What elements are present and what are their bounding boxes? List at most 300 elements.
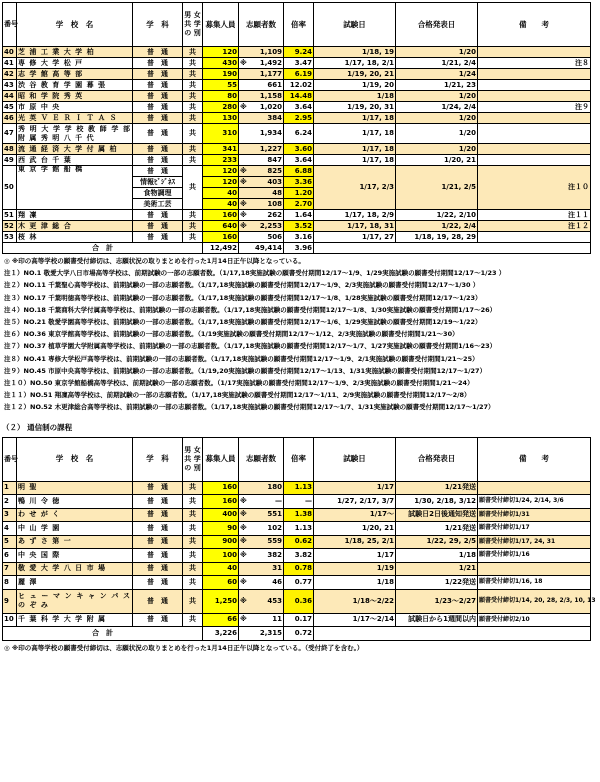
coed-type: 共 (183, 102, 203, 113)
applicants: 1,177 (250, 69, 284, 80)
department: 普 通 (133, 80, 183, 91)
header2-exam-date: 試験日 (314, 437, 396, 481)
remarks: 注９ (478, 102, 591, 113)
note-item: 注３）NO.17 千葉明徳高等学校は、前期試験の一部の志願者数。（1/17,18実施試験の願書受付期間12/17～1/8、1/28実施試験の願書受付期間12/17～1/23） (4, 293, 482, 302)
school-name: 光 英 Ｖ Ｅ Ｒ Ｉ Ｔ Ａ Ｓ (17, 113, 133, 124)
ratio: 0.77 (284, 576, 314, 590)
ratio: 3.60 (284, 144, 314, 155)
announce-date: 1/21発送 (396, 522, 478, 536)
section-title-correspondence: （２） 通信制の課程 (2, 422, 73, 432)
coed-type: 共 (183, 91, 203, 102)
total-capacity: 12,492 (203, 243, 239, 254)
admissions-table-correspondence (2, 437, 596, 641)
ratio: 9.24 (284, 47, 314, 58)
applicants: 551 (250, 508, 284, 522)
department: 普 通 (133, 210, 183, 221)
capacity: 40 (203, 188, 239, 199)
capacity: 120 (203, 47, 239, 58)
capacity: 160 (203, 495, 239, 509)
school-name: 中 央 国 際 (17, 549, 133, 563)
capacity: 160 (203, 232, 239, 243)
announce-date: 1/20 (396, 91, 478, 102)
row-number: 47 (3, 124, 17, 144)
ratio: 3.64 (284, 102, 314, 113)
ratio: 0.78 (284, 562, 314, 576)
deadline-mark: ※ (239, 210, 250, 221)
row-number: 9 (3, 589, 17, 613)
announce-date: 1/20 (396, 144, 478, 155)
department: 普 通 (133, 562, 183, 576)
department: 普 通 (133, 508, 183, 522)
exam-date: 1/18 (314, 576, 396, 590)
ratio: 0.62 (284, 535, 314, 549)
school-name: 桜 林 (17, 232, 133, 243)
ratio: 2.70 (284, 199, 314, 210)
table-row (3, 69, 591, 80)
exam-date: 1/17, 27 (314, 232, 396, 243)
remarks: 願書受付締切1/16, 18 (478, 576, 591, 590)
exam-date: 1/19, 20, 21 (314, 69, 396, 80)
applicants: 11 (250, 613, 284, 627)
exam-date: 1/17～2/14 (314, 613, 396, 627)
notes-list (4, 255, 600, 414)
row-number: 45 (3, 102, 17, 113)
row-number: 49 (3, 155, 17, 166)
table-row (3, 232, 591, 243)
announce-date: 1/21, 2/5 (396, 166, 478, 210)
capacity: 280 (203, 102, 239, 113)
remarks (478, 80, 591, 91)
school-name: 木 更 津 総 合 (17, 221, 133, 232)
deadline-mark (239, 155, 250, 166)
deadline-mark: ※ (239, 549, 250, 563)
coed-type: 共 (183, 124, 203, 144)
row-number: 6 (3, 549, 17, 563)
table-row (3, 210, 591, 221)
department: 普 通 (133, 495, 183, 509)
ratio: 1.64 (284, 210, 314, 221)
row-number: 43 (3, 80, 17, 91)
applicants: 1,020 (250, 102, 284, 113)
note-item: 注１２）NO.52 木更津総合高等学校は、前期試験の一部の志願者数。（1/17,18実施試験の願書受付期間12/17～1/7、1/31実施試験の願書受付期間12/17～1/27） (4, 403, 495, 412)
coed-type: 共 (183, 80, 203, 91)
applicants: 262 (250, 210, 284, 221)
header2-announce-date: 合格発表日 (396, 437, 478, 481)
coed-type: 共 (183, 58, 203, 69)
table-row (3, 481, 591, 495)
exam-date: 1/17, 18 (314, 124, 396, 144)
header2-school: 学 校 名 (17, 437, 133, 481)
remarks (478, 69, 591, 80)
table-row (3, 562, 591, 576)
school-name: 中 山 学 園 (17, 522, 133, 536)
remarks (478, 562, 591, 576)
deadline-mark: ※ (239, 58, 250, 69)
applicants: 506 (250, 232, 284, 243)
deadline-mark: ※ (239, 522, 250, 536)
capacity: 310 (203, 124, 239, 144)
exam-date: 1/17, 18 (314, 155, 396, 166)
ratio: 1.38 (284, 508, 314, 522)
note-item: 注１）NO.1 敬愛大学八日市場高等学校は、前期試験の一部の志願者数。（1/17,18実施試験の願書受付期間12/17～1/9、1/29実施試験の願書受付期間12/17～1/23 ） (4, 269, 506, 278)
total-applicants: 2,315 (239, 627, 284, 641)
header-coed-mid: 共 学 (184, 20, 201, 28)
coed-type: 共 (183, 549, 203, 563)
ratio: 6.19 (284, 69, 314, 80)
table-row (3, 102, 591, 113)
row-number: 7 (3, 562, 17, 576)
exam-date: 1/18 (314, 91, 396, 102)
ratio: 1.13 (284, 481, 314, 495)
applicants: 825 (250, 166, 284, 177)
deadline-mark: ※ (239, 495, 250, 509)
exam-date: 1/17～ (314, 508, 396, 522)
applicants: 108 (250, 199, 284, 210)
table-row (3, 589, 591, 613)
row-number: 4 (3, 522, 17, 536)
exam-date: 1/17, 18, 2/9 (314, 210, 396, 221)
applicants: 48 (250, 188, 284, 199)
header-dept: 学 科 (133, 3, 183, 47)
applicants: 453 (250, 589, 284, 613)
row-number: 48 (3, 144, 17, 155)
applicants: 403 (250, 177, 284, 188)
remarks (478, 155, 591, 166)
applicants: 1,227 (250, 144, 284, 155)
row-number: 3 (3, 508, 17, 522)
capacity: 900 (203, 535, 239, 549)
school-name: 秀 明 大 学 学 校 教 師 学 部 附 属 秀 明 八 千 代 (18, 124, 131, 142)
coed-type: 共 (183, 576, 203, 590)
department: 普 通 (133, 91, 183, 102)
deadline-mark: ※ (239, 613, 250, 627)
ratio: 14.48 (284, 91, 314, 102)
ratio: 6.24 (284, 124, 314, 144)
department: 普 通 (133, 535, 183, 549)
coed-type: 共 (183, 562, 203, 576)
school-name: 敬 愛 大 学 八 日 市 場 (17, 562, 133, 576)
row-number: 1 (3, 481, 17, 495)
ratio: 2.95 (284, 113, 314, 124)
exam-date: 1/27, 2/17, 3/7 (314, 495, 396, 509)
table-row (3, 124, 591, 144)
capacity: 400 (203, 508, 239, 522)
department: 食物調理 (133, 188, 183, 199)
header2-coed (183, 437, 203, 481)
row-number: 51 (3, 210, 17, 221)
announce-date: 1/24 (396, 69, 478, 80)
total-applicants: 49,414 (239, 243, 284, 254)
ratio: 3.82 (284, 549, 314, 563)
applicants: 102 (250, 522, 284, 536)
table-row (3, 113, 591, 124)
note-item: 注８）NO.41 専修大学松戸高等学校は、前期試験の一部の志願者数。（1/17,18実施試験の願書受付期間12/17～1/9、2/1実施試験の願書受付期間1/21～25） (4, 354, 479, 363)
row-number: 8 (3, 576, 17, 590)
applicants: 382 (250, 549, 284, 563)
department: 普 通 (133, 522, 183, 536)
admissions-table-fulltime (2, 2, 591, 254)
total-ratio: 0.72 (284, 627, 314, 641)
applicants: 31 (250, 562, 284, 576)
announce-date: 1/20 (396, 47, 478, 58)
exam-date: 1/19, 20, 31 (314, 102, 396, 113)
capacity: 430 (203, 58, 239, 69)
school-name: 昭 和 学 院 秀 英 (17, 91, 133, 102)
department: 普 通 (133, 144, 183, 155)
remarks: 願書受付締切1/17, 24, 31 (478, 535, 591, 549)
header-exam-date: 試験日 (314, 3, 396, 47)
coed-type: 共 (183, 210, 203, 221)
school-name: 千 葉 科 学 大 学 附 属 (17, 613, 133, 627)
announce-date: 1/23～2/27 (396, 589, 478, 613)
header-school: 学 校 名 (17, 3, 133, 47)
header2-dept: 学 科 (133, 437, 183, 481)
coed-type: 共 (183, 535, 203, 549)
remarks (478, 232, 591, 243)
school-name: 翔 凜 (17, 210, 133, 221)
department: 普 通 (133, 613, 183, 627)
exam-date: 1/18, 25, 2/1 (314, 535, 396, 549)
remarks: 注１０ (478, 166, 591, 210)
deadline-mark (239, 188, 250, 199)
school-name: 東 京 学 館 船 橋 (17, 166, 133, 210)
department: 普 通 (133, 481, 183, 495)
table-row (3, 221, 591, 232)
coed-type: 共 (183, 522, 203, 536)
ratio: 6.88 (284, 166, 314, 177)
capacity: 233 (203, 155, 239, 166)
deadline-mark: ※ (239, 508, 250, 522)
remarks: 注１２ (478, 221, 591, 232)
coed-type: 共 (183, 47, 203, 58)
note-item: 注１０）NO.50 東京学館船橋高等学校は、前期試験の一部の志願者数。（1/17実施試験の願書受付期間12/17～1/9、2/3実施試験の願書受付期間1/21～24） (4, 379, 474, 388)
department: 普 通 (133, 47, 183, 58)
department: 普 通 (133, 549, 183, 563)
capacity: 341 (203, 144, 239, 155)
announce-date: 試験日2日後通知発送 (396, 508, 478, 522)
school-name: ヒ ュ ー マ ン キ ャ ン パ ス の ぞ み (17, 589, 133, 613)
capacity: 120 (203, 166, 239, 177)
announce-date: 1/21, 23 (396, 80, 478, 91)
header2-remarks: 備 考 (478, 437, 591, 481)
note-item: 注７）NO.37 植草学園大学附属高等学校は、前期試験の一部の志願者数。（1/17,18実施試験の願書受付期間12/17～1/7、1/27実施試験の願書受付期間1/16～23） (4, 342, 497, 351)
total-row (3, 243, 591, 254)
deadline-mark: ※ (239, 199, 250, 210)
deadline-mark (239, 124, 250, 144)
row-number: 5 (3, 535, 17, 549)
deadline-mark: ※ (239, 221, 250, 232)
school-name: 渋 谷 教 育 学 園 幕 張 (17, 80, 133, 91)
department: 普 通 (133, 221, 183, 232)
row-number: 2 (3, 495, 17, 509)
total-label: 合 計 (3, 243, 203, 254)
coed-type: 共 (183, 589, 203, 613)
note-item: 注５）NO.21 敬愛学園高等学校は、前期試験の一部の志願者数。（1/17,18実施試験の願書受付期間12/17～1/6、1/29実施試験の願書受付期間12/19～1/22） (4, 318, 482, 327)
applicants: 1,109 (250, 47, 284, 58)
announce-date: 1/22, 29, 2/5 (396, 535, 478, 549)
announce-date: 1/20 (396, 113, 478, 124)
announce-date: 1/22発送 (396, 576, 478, 590)
row-number: 40 (3, 47, 17, 58)
announce-date: 1/20 (396, 124, 478, 144)
row-number: 53 (3, 232, 17, 243)
applicants: 559 (250, 535, 284, 549)
capacity: 40 (203, 562, 239, 576)
row-number: 44 (3, 91, 17, 102)
exam-date: 1/17 (314, 549, 396, 563)
remarks (478, 47, 591, 58)
department: 普 通 (133, 58, 183, 69)
department: 普 通 (133, 166, 183, 177)
row-number: 52 (3, 221, 17, 232)
coed-type: 共 (183, 155, 203, 166)
applicants: 1,934 (250, 124, 284, 144)
department: 普 通 (133, 69, 183, 80)
announce-date: 1/24, 2/4 (396, 102, 478, 113)
announce-date: 1/21 (396, 562, 478, 576)
header2-coed-mid: 共 学 (184, 454, 201, 463)
capacity: 160 (203, 481, 239, 495)
applicants: 384 (250, 113, 284, 124)
exam-date: 1/17, 2/3 (314, 166, 396, 210)
table2-header-row (3, 437, 591, 481)
remarks (478, 124, 591, 144)
header-coed-bot: の 別 (184, 29, 201, 37)
total-empty (314, 243, 591, 254)
coed-type: 共 (183, 481, 203, 495)
ratio: 1.20 (284, 188, 314, 199)
deadline-mark: ※ (239, 166, 250, 177)
table-row (3, 80, 591, 91)
row-number: 42 (3, 69, 17, 80)
applicants: 661 (250, 80, 284, 91)
school-name: 市 原 中 央 (17, 102, 133, 113)
capacity: 66 (203, 613, 239, 627)
department: 普 通 (133, 124, 183, 144)
note-item: ◎ ※印の高等学校の願書受付締切は、志願状況の取りまとめを行った1月14日正午以降となっている。 (4, 257, 305, 265)
exam-date: 1/17, 18 (314, 113, 396, 124)
school-name: 専 修 大 学 松 戸 (17, 58, 133, 69)
school-name: 鴨 川 令 徳 (17, 495, 133, 509)
remarks (478, 91, 591, 102)
header2-capacity: 募集人員 (203, 437, 239, 481)
ratio: 3.47 (284, 58, 314, 69)
ratio: — (284, 495, 314, 509)
coed-type: 共 (183, 232, 203, 243)
department: 情報ﾋﾞｼﾞﾈｽ (133, 177, 183, 188)
capacity: 640 (203, 221, 239, 232)
school-name: あ ず さ 第 一 (17, 535, 133, 549)
coed-type: 共 (183, 144, 203, 155)
exam-date: 1/20, 21 (314, 522, 396, 536)
row-number: 41 (3, 58, 17, 69)
exam-date: 1/19 (314, 562, 396, 576)
table-row (3, 155, 591, 166)
school-name: 麗 澤 (17, 576, 133, 590)
ratio: 0.36 (284, 589, 314, 613)
header-ratio: 倍率 (284, 3, 314, 47)
total-empty (314, 627, 591, 641)
deadline-mark (239, 91, 250, 102)
ratio: 1.13 (284, 522, 314, 536)
remarks: 願書受付締切1/31 (478, 508, 591, 522)
table-row (3, 508, 591, 522)
department: 普 通 (133, 576, 183, 590)
coed-type: 共 (183, 113, 203, 124)
deadline-mark (239, 481, 250, 495)
header-remarks: 備 考 (478, 3, 591, 47)
department: 普 通 (133, 232, 183, 243)
header2-coed-top: 男 女 (184, 445, 201, 454)
capacity: 55 (203, 80, 239, 91)
department: 普 通 (133, 589, 183, 613)
exam-date: 1/17, 18, 2/1 (314, 58, 396, 69)
deadline-mark: ※ (239, 177, 250, 188)
ratio: 0.17 (284, 613, 314, 627)
total-capacity: 3,226 (203, 627, 239, 641)
announce-date: 1/22, 2/10 (396, 210, 478, 221)
announce-date: 1/20, 21 (396, 155, 478, 166)
header2-coed-bot: の 別 (184, 463, 201, 472)
exam-date: 1/17, 18, 31 (314, 221, 396, 232)
header-applicants: 志願者数 (239, 3, 284, 47)
deadline-mark (239, 47, 250, 58)
table-row (3, 58, 591, 69)
table-row (3, 91, 591, 102)
header-capacity: 募集人員 (203, 3, 239, 47)
deadline-mark (239, 80, 250, 91)
header-number: 番号 (3, 3, 17, 47)
remarks: 注８ (478, 58, 591, 69)
announce-date: 1/21, 2/4 (396, 58, 478, 69)
school-name: 志 学 館 高 等 部 (17, 69, 133, 80)
coed-type: 共 (183, 221, 203, 232)
table-row (3, 549, 591, 563)
row-number: 46 (3, 113, 17, 124)
applicants: 2,253 (250, 221, 284, 232)
coed-type: 共 (183, 166, 203, 210)
deadline-mark (239, 562, 250, 576)
ratio: 3.64 (284, 155, 314, 166)
table-row (3, 576, 591, 590)
total-ratio: 3.96 (284, 243, 314, 254)
department: 普 通 (133, 155, 183, 166)
footnote-correspondence: ◎ ※印の高等学校の願書受付締切は、志願状況の取りまとめを行った1月14日正午以降となっている。（受付終了を含む。） (4, 643, 364, 652)
exam-date: 1/18～2/22 (314, 589, 396, 613)
capacity: 100 (203, 549, 239, 563)
deadline-mark (239, 144, 250, 155)
row-number: 10 (3, 613, 17, 627)
school-name: 芝 浦 工 業 大 学 柏 (17, 47, 133, 58)
exam-date: 1/18, 19 (314, 47, 396, 58)
remarks: 願書受付締切1/14, 20, 28, 2/3, 10, 13 (478, 589, 591, 613)
school-name: 明 聖 (17, 481, 133, 495)
total-label: 合 計 (3, 627, 203, 641)
capacity: 190 (203, 69, 239, 80)
table-header-row (3, 3, 591, 47)
header2-number: 番号 (3, 437, 17, 481)
remarks (478, 113, 591, 124)
applicants: 46 (250, 576, 284, 590)
header-announce-date: 合格発表日 (396, 3, 478, 47)
deadline-mark (239, 113, 250, 124)
coed-type: 共 (183, 508, 203, 522)
remarks: 願書受付締切1/17 (478, 522, 591, 536)
ratio: 3.16 (284, 232, 314, 243)
school-name: 西 武 台 千 葉 (17, 155, 133, 166)
table-row (3, 535, 591, 549)
remarks: 願書受付締切1/16 (478, 549, 591, 563)
